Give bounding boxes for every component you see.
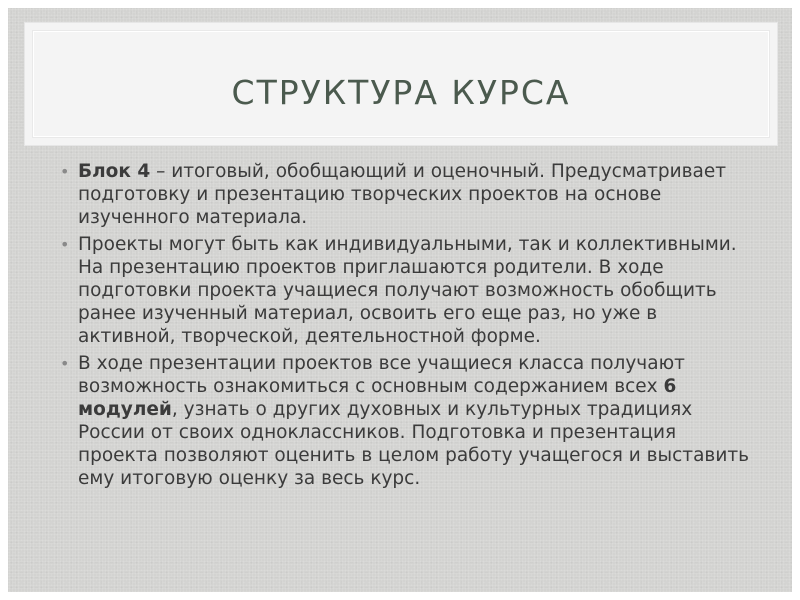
bullet-text: В ходе презентации проектов все учащиеся класса получают возможность ознакомиться с основным содержанием всех [78,353,685,397]
bullet-text: – итоговый, обобщающий и оценочный. Предусматривает подготовку и презентацию творческих проектов на основе изученного материала. [78,161,727,228]
bullet-list [60,160,760,490]
bullet-dot-icon: • [60,235,70,254]
slide [8,8,792,592]
bullet-item-projects [60,233,760,348]
slide-content [60,160,760,494]
slide-title: СТРУКТУРА КУРСА [231,73,571,112]
bullet-item-block4 [60,160,760,229]
bullet-item-presentation [60,352,760,490]
bullet-text: Проекты могут быть как индивидуальными, так и коллективными. На презентацию проектов приглашаются родители. В ходе подготовки проекта учащиеся получают возможность обобщить ранее изученный материал, освоить его еще раз, но уже в активной, творческой, деятельностной форме. [78,234,737,347]
bullet-dot-icon: • [60,354,70,373]
bullet-text: , узнать о других духовных и культурных традициях России от своих одноклассников. Подготовка и презентация проекта позволяют оценить в целом работу учащегося и выставить ему итоговую оценку за весь курс. [78,399,750,489]
block-label: Блок 4 [78,161,151,182]
bullet-dot-icon: • [60,162,70,181]
modules-count: 6 модулей [78,376,677,420]
title-box [24,22,778,146]
